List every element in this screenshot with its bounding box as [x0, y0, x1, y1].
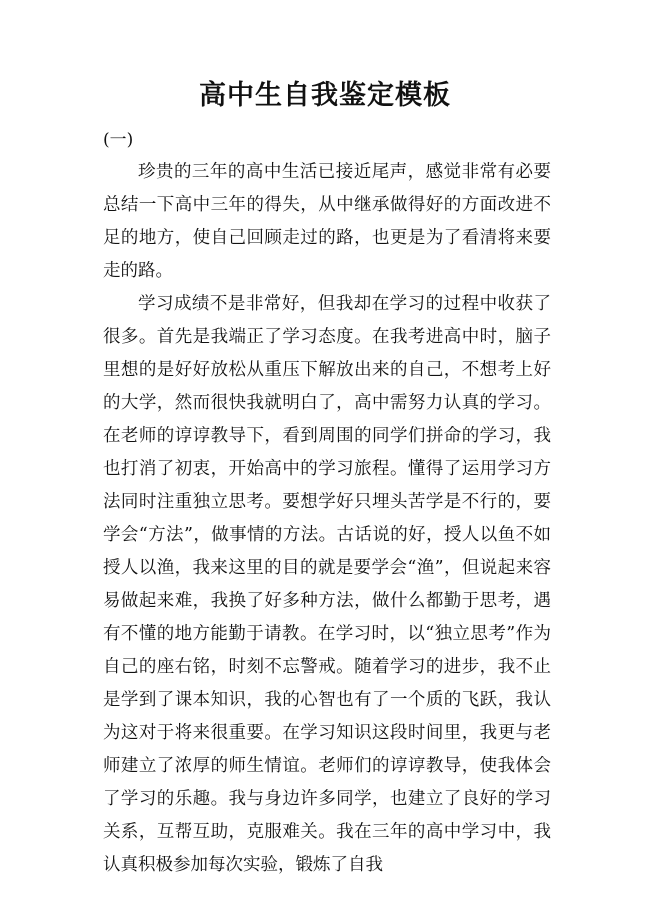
document-body: [103, 156, 551, 882]
document-title: 高中生自我鉴定模板: [199, 80, 451, 111]
paragraph: 学习成绩不是非常好，但我却在学习的过程中收获了很多。首先是我端正了学习态度。在我考进高中时，脑子里想的是好好放松从重压下解放出来的自己，不想考上好的大学，然而很快我就明白了，高中需努力认真的学习。在老师的谆谆教导下，看到周围的同学们拼命的学习，我也打消了初衷，开始高中的学习旅程。懂得了运用学习方法同时注重独立思考。要想学好只埋头苦学是不行的，要学会“方法”，做事情的方法。古话说的好，授人以鱼不如授人以渔，我来这里的目的就是要学会“渔”，但说起来容易做起来难，我换了好多种方法，做什么都勤于思考，遇有不懂的地方能勤于请教。在学习时，以“独立思考”作为自己的座右铭，时刻不忘警戒。随着学习的进步，我不止是学到了课本知识，我的心智也有了一个质的飞跃，我认为这对于将来很重要。在学习知识这段时间里，我更与老师建立了浓厚的师生情谊。老师们的谆谆教导，使我体会了学习的乐趣。我与身边许多同学，也建立了良好的学习关系，互帮互助，克服难关。我在三年的高中学习中，我认真积极参加每次实验，锻炼了自我: [103, 294, 551, 875]
paragraph: 珍贵的三年的高中生活已接近尾声，感觉非常有必要总结一下高中三年的得失，从中继承做得好的方面改进不足的地方，使自己回顾走过的路，也更是为了看清将来要走的路。: [103, 162, 551, 281]
section-label: (一): [103, 130, 134, 150]
